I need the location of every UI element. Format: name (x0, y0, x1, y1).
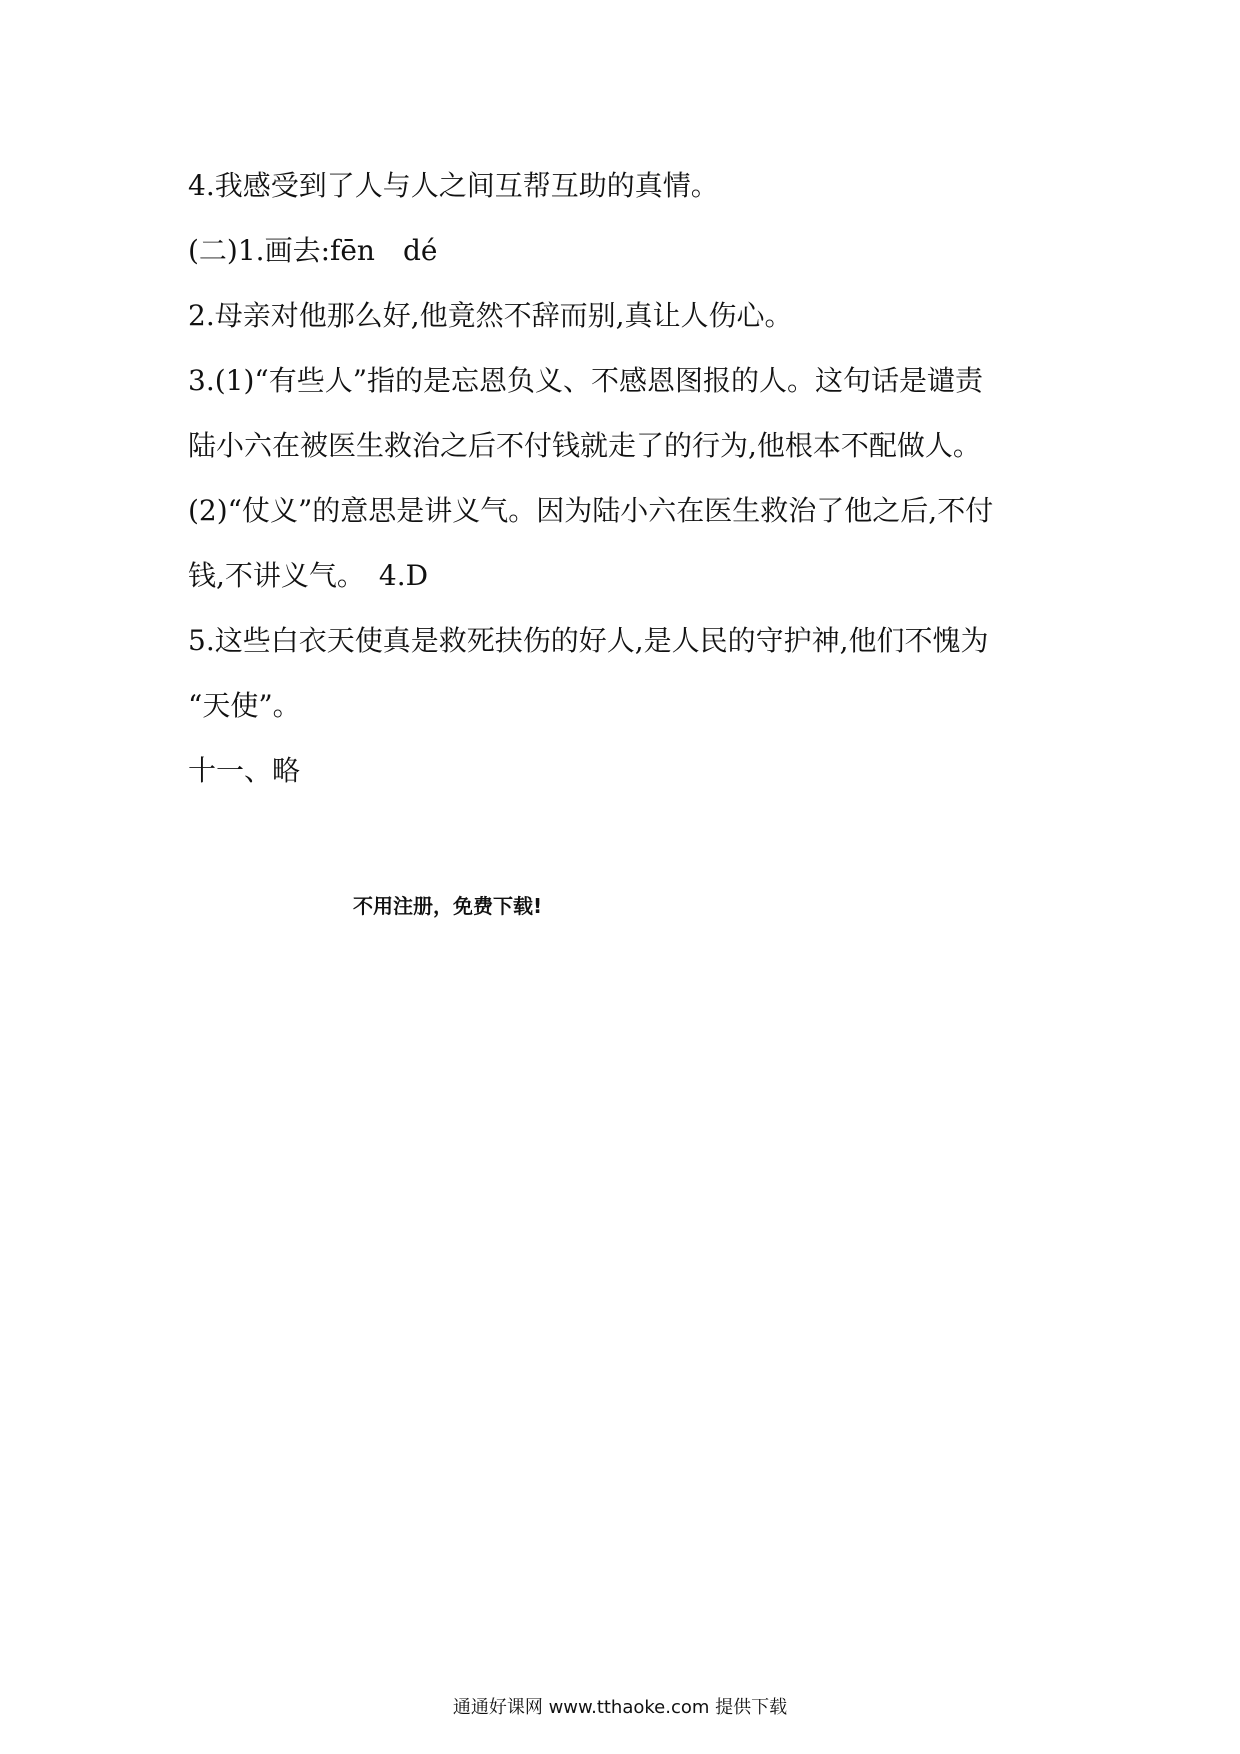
answer-line-5: 5.这些白衣天使真是救死扶伤的好人,是人民的守护神,他们不愧为 (188, 624, 989, 657)
promo-text: 不用注册，免费下载! (353, 894, 543, 918)
answer-line-3-1-cont: 陆小六在被医生救治之后不付钱就走了的行为,他根本不配做人。 (188, 429, 981, 462)
answer-line-11: 十一、略 (188, 754, 301, 787)
answer-line-section-2-1: (二)1.画去:fēn dé (188, 234, 438, 267)
answer-line-5-cont: “天使”。 (188, 689, 301, 722)
answer-line-3-1: 3.(1)“有些人”指的是忘恩负义、不感恩图报的人。这句话是谴责 (188, 364, 984, 397)
answer-line-3-2-cont: 钱,不讲义气。 4.D (188, 559, 429, 592)
page-footer: 通通好课网 www.tthaoke.com 提供下载 (452, 1697, 788, 1718)
answer-line-4: 4.我感受到了人与人之间互帮互助的真情。 (188, 169, 719, 202)
answer-line-2: 2.母亲对他那么好,他竟然不辞而别,真让人伤心。 (188, 299, 793, 332)
answer-line-3-2: (2)“仗义”的意思是讲义气。因为陆小六在医生救治了他之后,不付 (188, 494, 994, 527)
